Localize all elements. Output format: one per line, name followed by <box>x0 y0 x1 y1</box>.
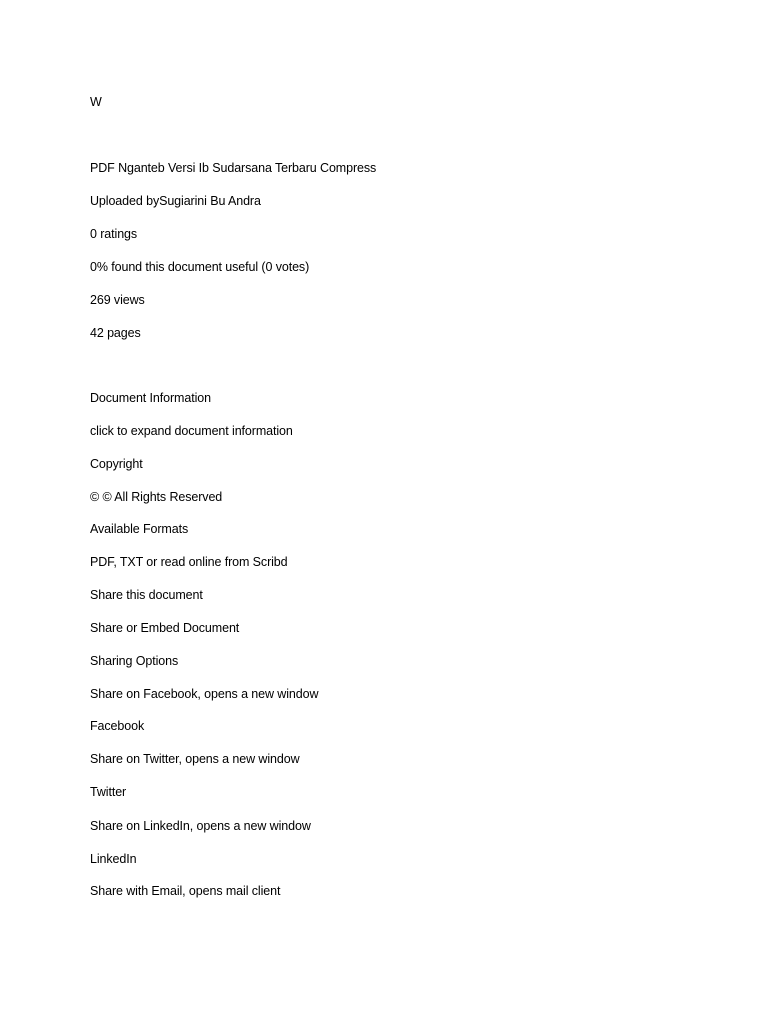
share-twitter-link[interactable]: Share on Twitter, opens a new window <box>90 752 300 766</box>
useful-stat: 0% found this document useful (0 votes) <box>90 260 310 274</box>
sharing-options-label: Sharing Options <box>90 654 179 668</box>
pages-count: 42 pages <box>90 326 141 340</box>
document-information-heading: Document Information <box>90 391 211 405</box>
share-embed-button[interactable]: Share or Embed Document <box>90 621 240 635</box>
share-document-heading: Share this document <box>90 588 203 602</box>
share-facebook-link[interactable]: Share on Facebook, opens a new window <box>90 687 319 701</box>
available-formats-label: Available Formats <box>90 522 189 536</box>
uploader: Uploaded bySugiarini Bu Andra <box>90 194 261 208</box>
share-email-link[interactable]: Share with Email, opens mail client <box>90 884 281 898</box>
expand-info-link[interactable]: click to expand document information <box>90 424 293 438</box>
facebook-label[interactable]: Facebook <box>90 719 145 733</box>
twitter-label[interactable]: Twitter <box>90 785 127 799</box>
ratings-count: 0 ratings <box>90 227 138 241</box>
document-title: PDF Nganteb Versi Ib Sudarsana Terbaru Compress <box>90 161 377 175</box>
copyright-value: © © All Rights Reserved <box>90 490 223 504</box>
available-formats-value: PDF, TXT or read online from Scribd <box>90 555 288 569</box>
copyright-label: Copyright <box>90 457 143 471</box>
share-linkedin-link[interactable]: Share on LinkedIn, opens a new window <box>90 819 311 833</box>
views-count: 269 views <box>90 293 145 307</box>
linkedin-label[interactable]: LinkedIn <box>90 852 137 866</box>
page-marker: W <box>90 95 102 109</box>
